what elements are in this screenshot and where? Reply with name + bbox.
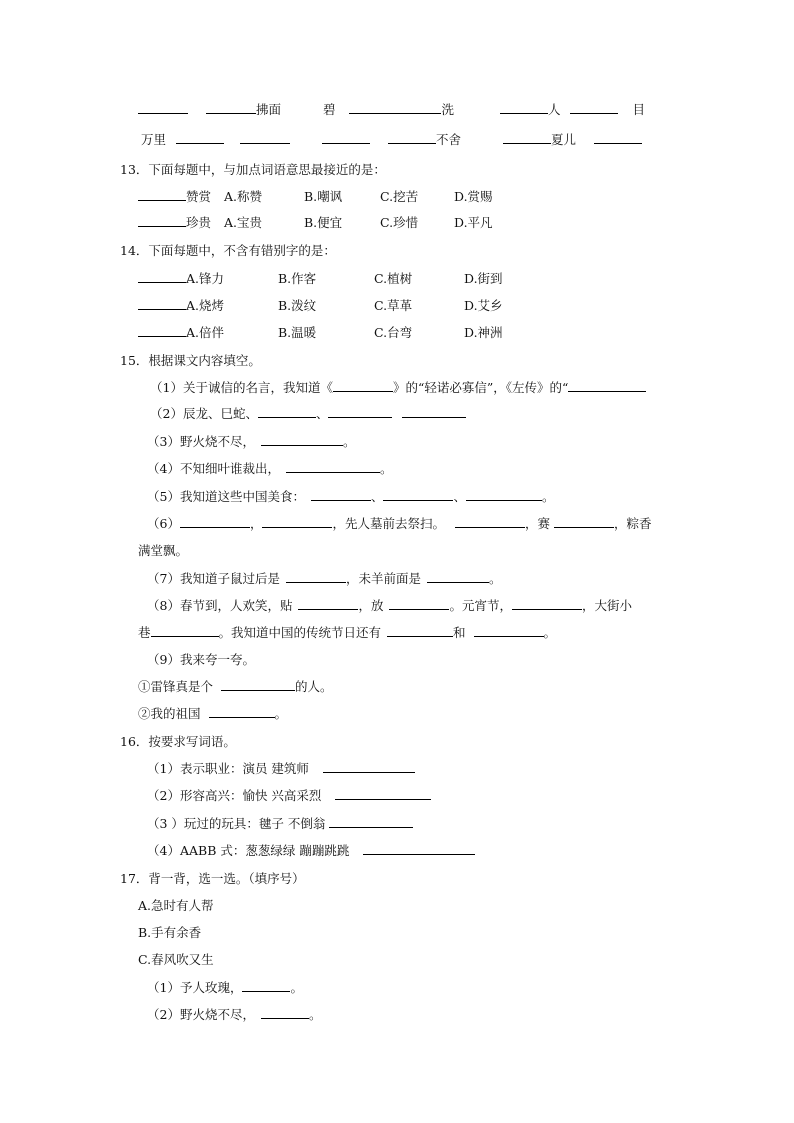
answer-blank[interactable]	[329, 816, 413, 828]
item-text: 。元宵节，	[449, 598, 512, 613]
item-text: 》的“轻诺必寡信”，《左传》的“	[392, 380, 569, 395]
q17-option-b: B.手有余香	[138, 925, 202, 940]
answer-blank[interactable]	[221, 679, 295, 691]
option-b: B.作客	[278, 271, 317, 286]
answer-blank[interactable]	[383, 489, 453, 501]
answer-blank[interactable]	[138, 298, 186, 310]
answer-blank[interactable]	[500, 102, 548, 114]
item-text: （5）我知道这些中国美食：	[147, 489, 305, 504]
q15-item-9-sub2	[138, 706, 287, 722]
fill-row-1	[138, 102, 645, 118]
answer-blank[interactable]	[176, 132, 224, 144]
item-text: （1）表示职业：演员 建筑师	[147, 761, 309, 776]
answer-blank[interactable]	[323, 761, 415, 773]
answer-blank[interactable]	[261, 1007, 309, 1019]
item-text: ，放	[358, 598, 384, 613]
word-text: 目	[632, 102, 645, 117]
answer-blank[interactable]	[286, 461, 380, 473]
q15-item-5	[147, 489, 555, 505]
item-text: ，赛	[524, 516, 550, 531]
answer-blank[interactable]	[138, 215, 186, 227]
q17-item-2	[147, 1007, 321, 1023]
item-text: 。	[542, 489, 555, 504]
item-text: （7）我知道子鼠过后是	[147, 571, 280, 586]
option-a: A.宝贵	[224, 215, 263, 230]
item-text: （6）	[147, 516, 180, 531]
q13-row-2	[138, 215, 493, 231]
q15-item-3	[147, 434, 355, 450]
item-text: （4）不知细叶谁裁出，	[147, 461, 280, 476]
answer-blank[interactable]	[262, 516, 332, 528]
answer-blank[interactable]	[311, 489, 371, 501]
q15-item-6-cont: 满堂飘。	[138, 543, 189, 558]
option-b: B.便宜	[304, 215, 343, 230]
option-a: A.烧烤	[186, 298, 225, 313]
q13-row-1	[138, 189, 493, 205]
option-c: C.草革	[374, 298, 413, 313]
word-text: 人	[547, 102, 561, 117]
answer-blank[interactable]	[594, 132, 642, 144]
option-b: B.泼纹	[278, 298, 317, 313]
item-text: 。	[308, 1007, 322, 1022]
q16-item-1	[147, 761, 415, 777]
answer-blank[interactable]	[427, 571, 489, 583]
answer-blank[interactable]	[570, 102, 618, 114]
item-text: （3）野火烧不尽，	[147, 434, 255, 449]
q16-item-3	[147, 816, 413, 832]
item-text: （1）予人玫瑰，	[147, 980, 243, 995]
q15-item-8-cont	[138, 625, 556, 641]
q14-row-3	[138, 325, 503, 341]
answer-blank[interactable]	[333, 380, 393, 392]
option-a: A.锋力	[186, 271, 225, 286]
option-b: B.温暖	[278, 325, 317, 340]
answer-blank[interactable]	[455, 516, 525, 528]
question-15-title: 15．根据课文内容填空。	[120, 353, 261, 368]
item-text: （2）形容高兴：愉快 兴高采烈	[147, 788, 322, 803]
separator-text: 、	[370, 489, 384, 504]
option-d: D.神洲	[464, 325, 503, 340]
q14-row-1	[138, 271, 503, 287]
answer-blank[interactable]	[402, 406, 466, 418]
answer-blank[interactable]	[240, 132, 290, 144]
word-text: 珍贵	[186, 215, 212, 230]
item-text: （2）野火烧不尽，	[147, 1007, 255, 1022]
q14-row-2	[138, 298, 503, 314]
answer-blank[interactable]	[138, 325, 186, 337]
separator-text: 、	[315, 406, 329, 421]
item-text: （1）关于诚信的名言，我知道《	[150, 380, 333, 395]
item-text: ②我的祖国	[138, 706, 201, 721]
q17-item-1	[147, 980, 303, 996]
item-text: 的人。	[295, 679, 333, 694]
answer-blank[interactable]	[322, 132, 370, 144]
option-a: A.倍伴	[186, 325, 225, 340]
answer-blank[interactable]	[349, 102, 441, 114]
option-c: C.挖苦	[380, 189, 419, 204]
answer-blank[interactable]	[503, 132, 551, 144]
word-text: 万里	[141, 132, 167, 147]
answer-blank[interactable]	[258, 406, 316, 418]
item-text: （4）AABB 式：葱葱绿绿 蹦蹦跳跳	[147, 843, 350, 858]
item-text: ，先人墓前去祭扫。	[332, 516, 445, 531]
item-text: 。	[379, 461, 393, 476]
answer-blank[interactable]	[554, 516, 614, 528]
question-17-title: 17．背一背，选一选。（填序号）	[120, 871, 305, 886]
item-text: ，未羊前面是	[345, 571, 421, 586]
answer-blank[interactable]	[389, 598, 449, 610]
item-text: ，	[249, 516, 263, 531]
answer-blank[interactable]	[568, 380, 646, 392]
q16-item-4	[147, 843, 475, 859]
answer-blank[interactable]	[209, 706, 275, 718]
item-text: 。	[274, 706, 288, 721]
item-text: 巷	[138, 625, 151, 640]
option-d: D.街到	[464, 271, 503, 286]
question-13-title: 13．下面每题中，与加点词语意思最接近的是：	[120, 162, 386, 177]
item-text: ，粽香	[614, 516, 652, 531]
q16-item-2	[147, 788, 431, 804]
answer-blank[interactable]	[261, 434, 343, 446]
answer-blank[interactable]	[328, 406, 392, 418]
word-text: 赞赏	[186, 189, 212, 204]
answer-blank[interactable]	[286, 571, 346, 583]
option-c: C.植树	[374, 271, 413, 286]
q15-item-9-sub1	[138, 679, 333, 695]
answer-blank[interactable]	[388, 132, 436, 144]
answer-blank[interactable]	[474, 625, 544, 637]
item-text: ①雷锋真是个	[138, 679, 214, 694]
separator-text: 、	[453, 489, 466, 504]
answer-blank[interactable]	[242, 980, 290, 992]
item-text: （8）春节到，人欢笑，贴	[147, 598, 293, 613]
question-14-title: 14．下面每题中，不含有错别字的是：	[120, 243, 336, 258]
q15-item-4	[147, 461, 392, 477]
answer-blank[interactable]	[138, 102, 188, 114]
answer-blank[interactable]	[466, 489, 542, 501]
item-text: 。	[290, 980, 303, 995]
item-text: 和	[453, 625, 466, 640]
word-text: 洗	[441, 102, 454, 117]
q17-option-a: A.急时有人帮	[138, 898, 214, 913]
q17-option-c: C.春风吹又生	[138, 952, 214, 967]
answer-blank[interactable]	[138, 271, 186, 283]
option-c: C.珍惜	[380, 215, 419, 230]
answer-blank[interactable]	[512, 598, 582, 610]
answer-blank[interactable]	[298, 598, 358, 610]
q15-item-7	[147, 571, 502, 587]
answer-blank[interactable]	[138, 189, 186, 201]
answer-blank[interactable]	[387, 625, 453, 637]
answer-blank[interactable]	[335, 788, 431, 800]
q15-item-1	[150, 380, 646, 396]
answer-blank[interactable]	[363, 843, 475, 855]
answer-blank[interactable]	[151, 625, 219, 637]
option-d: D.赏赐	[454, 189, 493, 204]
word-text: 不舍	[435, 132, 461, 147]
word-text: 夏儿	[550, 132, 576, 147]
item-text: 。	[488, 571, 502, 586]
item-text: ，大街小	[582, 598, 633, 613]
option-d: D.平凡	[454, 215, 493, 230]
option-c: C.台弯	[374, 325, 413, 340]
question-16-title: 16．按要求写词语。	[120, 734, 236, 749]
item-text: （2）辰龙、巳蛇、	[150, 406, 258, 421]
q15-item-9: （9）我来夸一夸。	[147, 652, 255, 667]
option-d: D.艾乡	[464, 298, 503, 313]
item-text: 。	[543, 625, 557, 640]
option-b: B.嘲讽	[304, 189, 343, 204]
q15-item-8	[147, 598, 632, 614]
item-text: 。	[342, 434, 356, 449]
q15-item-6	[147, 516, 652, 532]
q15-item-2	[150, 406, 466, 422]
option-a: A.称赞	[224, 189, 263, 204]
answer-blank[interactable]	[180, 516, 250, 528]
fill-row-2	[141, 132, 642, 148]
word-text: 碧	[322, 102, 336, 117]
item-text: （3 ）玩过的玩具：毽子 不倒翁	[147, 816, 326, 831]
item-text: 。我知道中国的传统节日还有	[218, 625, 382, 640]
answer-blank[interactable]	[206, 102, 256, 114]
word-text: 拂面	[255, 102, 281, 117]
